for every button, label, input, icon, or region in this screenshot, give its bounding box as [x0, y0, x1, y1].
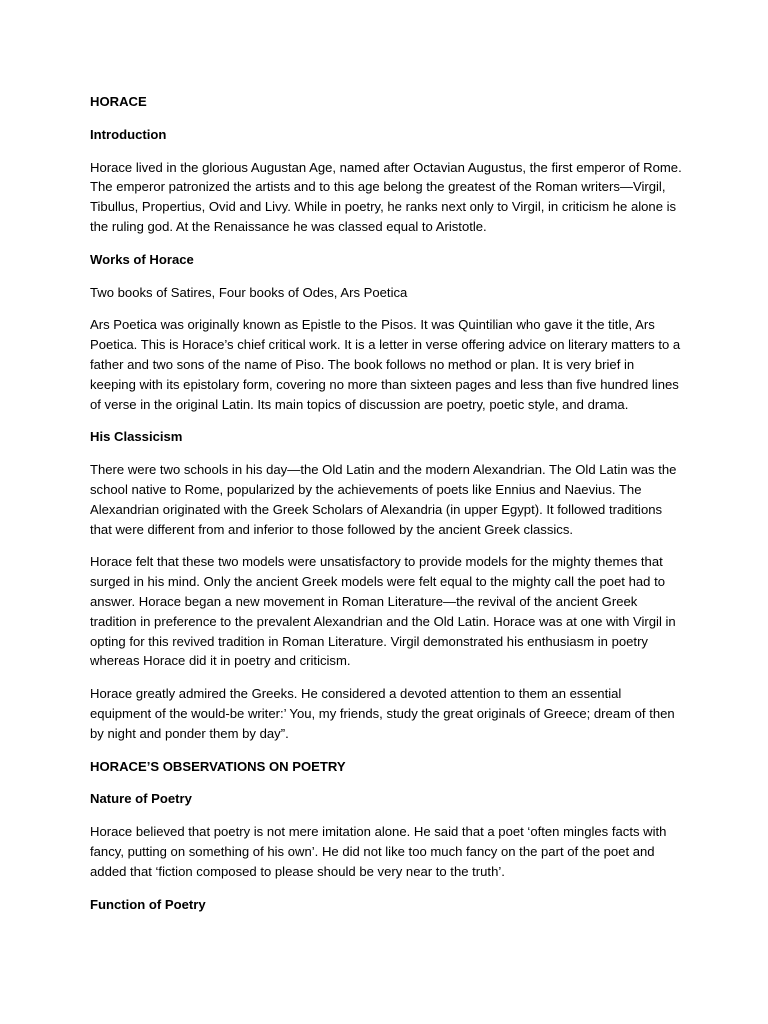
- document-title: HORACE: [90, 94, 147, 109]
- paragraph-admired-greeks: Horace greatly admired the Greeks. He considered a devoted attention to them an essential equipment of the would-be writer:’ You, my friends, study the great originals of Greece; dream of then by night and ponder them by day”.: [90, 686, 675, 741]
- section-heading-nature-of-poetry: Nature of Poetry: [90, 791, 192, 807]
- section-heading-works: Works of Horace: [90, 251, 194, 267]
- paragraph-nature-of-poetry: Horace believed that poetry is not mere imitation alone. He said that a poet ‘often mingles facts with fancy, putting on something of his own’. He did not like too much fancy on the part of the poet and added that ‘fiction composed to please should be very near to the truth’.: [90, 824, 667, 879]
- section-heading-observations: HORACE’S OBSERVATIONS ON POETRY: [90, 758, 346, 774]
- paragraph-greek-revival: Horace felt that these two models were unsatisfactory to provide models for the mighty themes that surged in his mind. Only the ancient Greek models were felt equal to the mighty call the poet had to answer. Horace began a new movement in Roman Literature—the revival of the ancient Greek tradition in preference to the prevalent Alexandrian and the Old Latin. Horace was at one with Virgil in opting for this revived tradition in Roman Literature. Virgil demonstrated his enthusiasm in poetry whereas Horace did it in poetry and criticism.: [90, 554, 676, 669]
- paragraph-two-schools: There were two schools in his day—the Old Latin and the modern Alexandrian. The Old Latin was the school native to Rome, popularized by the achievements of poets like Ennius and Naevius. The Alexandrian originated with the Greek Scholars of Alexandria (in upper Egypt). It followed traditions that were different from and inferior to those followed by the ancient Greek classics.: [90, 462, 677, 537]
- paragraph-works-list: Two books of Satires, Four books of Odes, Ars Poetica: [90, 284, 408, 300]
- section-heading-classicism: His Classicism: [90, 429, 183, 445]
- section-heading-function-of-poetry: Function of Poetry: [90, 896, 206, 912]
- section-heading-introduction: Introduction: [90, 126, 167, 142]
- paragraph-ars-poetica: Ars Poetica was originally known as Epistle to the Pisos. It was Quintilian who gave it the title, Ars Poetica. This is Horace’s chief critical work. It is a letter in verse offering advice on literary matters to a father and two sons of the name of Piso. The book follows no method or plan. It is very brief in keeping with its epistolary form, covering no more than sixteen pages and less than five hundred lines of verse in the original Latin. Its main topics of discussion are poetry, poetic style, and drama.: [90, 317, 681, 412]
- paragraph-introduction: Horace lived in the glorious Augustan Age, named after Octavian Augustus, the first emperor of Rome. The emperor patronized the artists and to this age belong the greatest of the Roman writers—Virgil, Tibullus, Propertius, Ovid and Livy. While in poetry, he ranks next only to Virgil, in criticism he alone is the ruling god. At the Renaissance he was classed equal to Aristotle.: [90, 159, 682, 234]
- document-page: [90, 92, 682, 927]
